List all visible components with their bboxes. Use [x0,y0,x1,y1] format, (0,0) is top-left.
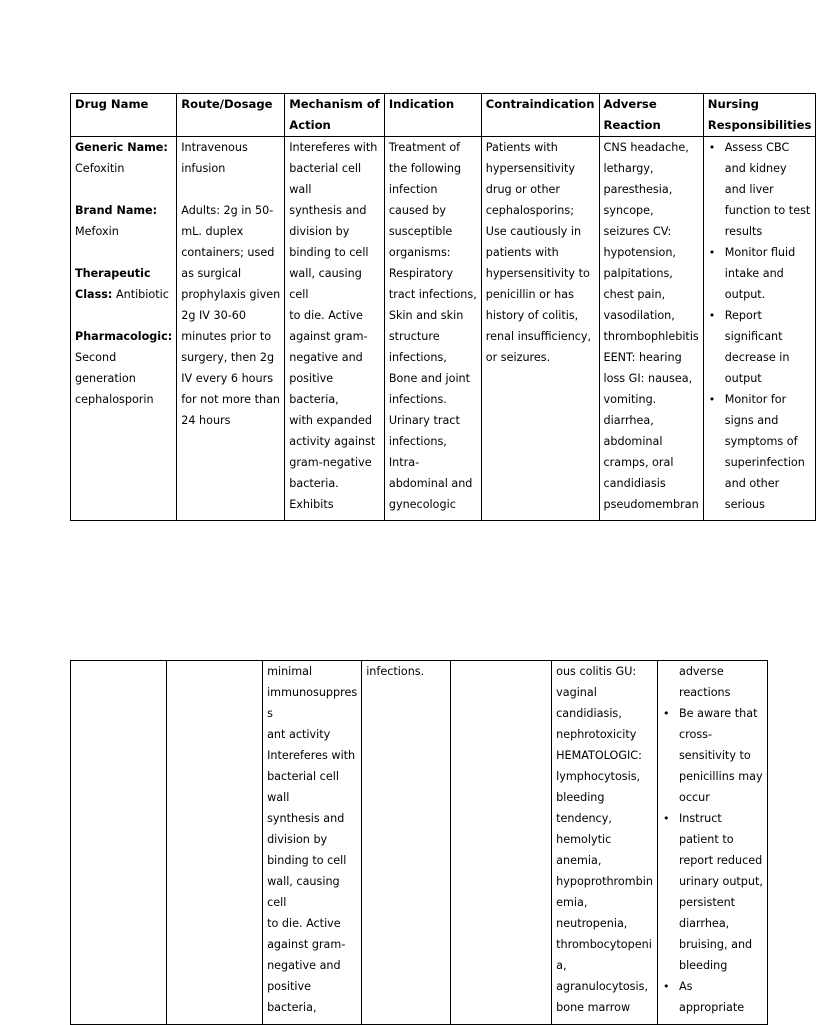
header-adverse-reaction [599,94,703,137]
text-line: • Report [724,309,762,322]
header-text: Mechanism of [289,97,380,111]
header-route-dosage: Route/Dosage [177,94,285,137]
text-line: to die. Active [289,309,363,322]
text-line: Skin and skin [388,309,464,322]
text-line: hypoprothrombin [556,875,653,888]
text-line: • Be aware that [678,707,758,720]
text-line: gram-negative [289,456,372,469]
text-line: 2g IV 30-60 [181,309,247,322]
text-line: bacteria, [289,393,339,406]
dosage-text [181,200,280,431]
text-line: penicillin or has [485,288,574,301]
text-line: • As [678,980,693,993]
text-line: diarrhea, [603,414,654,427]
text-line: intake and [724,267,784,280]
indication-cell [384,137,481,521]
text-line: Intereferes with [289,141,378,154]
text-line: palpitations, [603,267,673,280]
text-line: bleeding [678,959,728,972]
brand-name-label: Brand Name: [75,204,158,217]
text-line: significant [724,330,783,343]
text-line: and other [724,477,780,490]
header-nursing-responsibilities [703,94,816,137]
text-line: infections, [388,435,447,448]
text-line: output. [724,288,766,301]
text-line: minutes prior to [181,330,272,343]
text-line: • Monitor fluid [724,246,796,259]
text-line: Exhibits [289,498,334,511]
header-text: Responsibilities [707,118,812,132]
text-line: organisms: [388,246,451,259]
text-line: cell [289,288,309,301]
pharmacologic-line: Second [75,351,117,364]
class-label: Class: [75,288,113,301]
mechanism-text [289,137,380,515]
adverse-reaction-cell [599,137,703,521]
text-line: infections. [366,665,425,678]
text-line: caused by [388,204,447,217]
text-line: ant activity [267,728,331,741]
text-line: and liver [724,183,774,196]
text-line: penicillins may [678,770,763,783]
table-row [71,137,816,521]
text-line: bruising, and [678,938,753,951]
drug-name-cell [71,661,167,1025]
text-line: hypotension, [603,246,676,259]
drug-table-page-1 [70,93,816,521]
list-item [708,137,812,242]
text-line: binding to cell [267,854,347,867]
text-line: structure [388,330,440,343]
text-line: binding to cell [289,246,369,259]
text-line: chest pain, [603,288,666,301]
list-item [708,242,812,305]
text-line: output [724,372,762,385]
nursing-continued-text [662,661,763,703]
text-line: diarrhea, [678,917,730,930]
route-text [181,137,280,179]
text-line: urinary output, [678,875,763,888]
text-line: negative and [267,959,341,972]
pharmacologic-line: cephalosporin [75,393,154,406]
text-line: Intravenous [181,141,248,154]
nursing-cell [657,661,767,1025]
therapeutic-class-value: Antibiotic [112,288,169,301]
text-line: bone marrow [556,1001,631,1014]
text-line: patients with [485,246,559,259]
text-line: abdominal and [388,477,473,490]
text-line: bacterial cell [289,162,362,175]
contraindication-cell [451,661,552,1025]
text-line: thrombocytopeni [556,938,652,951]
text-line: drug or other [485,183,561,196]
generic-name-value: Cefoxitin [75,162,125,175]
text-line: mL. duplex [181,225,244,238]
text-line: Adults: 2g in 50- [181,204,274,217]
text-line: against gram- [289,330,368,343]
contraindication-text [486,137,595,368]
text-line: tract infections, [388,288,477,301]
text-line: Use cautiously in [485,225,582,238]
text-line: sensitivity to [678,749,751,762]
list-item [662,976,763,1018]
text-line: bacterial cell [267,770,339,783]
text-line: Treatment of [388,141,461,154]
text-line: synthesis and [289,204,367,217]
pharmacologic-label: Pharmacologic: [75,330,173,343]
header-row [71,94,816,137]
text-line: tendency, [556,812,612,825]
text-line: as surgical [181,267,242,280]
text-line: to die. Active [267,917,341,930]
nursing-list [708,137,812,515]
text-line: lethargy, [603,162,654,175]
text-line: negative and [289,351,363,364]
text-line: positive [267,980,311,993]
text-line: Bone and joint [388,372,471,385]
text-line: paresthesia, [603,183,673,196]
text-line: function to test [724,204,811,217]
list-item [708,305,812,389]
text-line: thrombophlebitis [603,330,699,343]
mechanism-cell [285,137,385,521]
text-line: hemolytic [556,833,612,846]
text-line: for not more than [181,393,281,406]
route-dosage-cell [177,137,285,521]
text-line: prophylaxis given [181,288,281,301]
mechanism-cell [263,661,362,1025]
text-line: candidiasis, [556,707,622,720]
therapeutic-label: Therapeutic [75,267,151,280]
text-line: renal insufficiency, [485,330,592,343]
text-line: report reduced [678,854,763,867]
text-line: the following [388,162,462,175]
header-text: Nursing [707,97,759,111]
header-drug-name: Drug Name [71,94,177,137]
text-line: serious [724,498,765,511]
header-mechanism [285,94,385,137]
text-line: 24 hours [181,414,231,427]
text-line: appropriate [678,1001,745,1014]
text-line: emia, [556,896,588,909]
header-contraindication: Contraindication [481,94,599,137]
text-line: IV every 6 hours [181,372,274,385]
drug-name-cell [71,137,177,521]
indication-cell [362,661,451,1025]
text-line: surgery, then 2g [181,351,275,364]
text-line: vaginal [556,686,597,699]
indication-text [366,661,446,682]
therapeutic-class [75,284,172,305]
text-line: cramps, oral [603,456,674,469]
header-text: Adverse [603,97,657,111]
text-line: minimal [267,665,313,678]
text-line: cell [267,896,287,909]
text-line: gynecologic [388,498,456,511]
text-line: immunosuppres [267,686,358,699]
text-line: ous colitis GU: [556,665,637,678]
text-line: seizures CV: [603,225,672,238]
header-text: Reaction [603,118,661,132]
text-line: susceptible [388,225,453,238]
text-line: vasodilation, [603,309,675,322]
adverse-text [556,661,653,1018]
text-line: pseudomembran [603,498,699,511]
text-line: Patients with [485,141,558,154]
text-line: infusion [181,162,226,175]
text-line: Intereferes with [267,749,356,762]
text-line: bleeding [556,791,605,804]
text-line: wall [267,791,290,804]
text-line: or seizures. [485,351,551,364]
text-line: infections. [388,393,447,406]
text-line: cross- [678,728,713,741]
text-line: results [724,225,763,238]
text-line: EENT: hearing [603,351,682,364]
text-line: and kidney [724,162,787,175]
header-indication: Indication [384,94,481,137]
text-line: occur [678,791,710,804]
text-line: bacteria, [267,1001,317,1014]
text-line: activity against [289,435,376,448]
nursing-cell [703,137,816,521]
text-line: positive [289,372,334,385]
text-line: a, [556,959,567,972]
text-line: containers; used [181,246,275,259]
text-line: candidiasis [603,477,666,490]
text-line: anemia, [556,854,602,867]
text-line: synthesis and [267,812,345,825]
text-line: Urinary tract [388,414,460,427]
text-line: wall [289,183,312,196]
text-line: signs and [724,414,779,427]
text-line: superinfection [724,456,805,469]
text-line: s [267,707,273,720]
text-line: wall, causing [289,267,362,280]
text-line: Respiratory [388,267,453,280]
text-line: • Assess CBC [724,141,790,154]
table-row [71,661,768,1025]
contraindication-cell [481,137,599,521]
text-line: adverse [678,665,724,678]
text-line: patient to [678,833,734,846]
text-line: decrease in [724,351,790,364]
text-line: agranulocytosis, [556,980,648,993]
text-line: reactions [678,686,731,699]
text-line: HEMATOLOGIC: [556,749,642,762]
list-item [708,389,812,515]
text-line: nephrotoxicity [556,728,637,741]
text-line: bacteria. [289,477,339,490]
text-line: wall, causing [267,875,340,888]
brand-name-value: Mefoxin [75,225,119,238]
nursing-list [662,703,763,1018]
mechanism-text [267,661,357,1018]
drug-table-page-2 [70,660,768,1025]
adverse-reaction-cell [552,661,658,1025]
text-line: cephalosporins; [485,204,574,217]
text-line: against gram- [267,938,346,951]
text-line: Intra- [388,456,420,469]
text-line: division by [289,225,350,238]
text-line: history of colitis, [485,309,579,322]
adverse-text [604,137,699,515]
text-line: division by [267,833,328,846]
indication-text [389,137,477,515]
route-dosage-cell [166,661,263,1025]
list-item [662,808,763,976]
text-line: neutropenia, [556,917,628,930]
text-line: • Monitor for [724,393,787,406]
generic-name-label: Generic Name: [75,141,168,154]
text-line: abdominal [603,435,663,448]
text-line: symptoms of [724,435,798,448]
pharmacologic-line: generation [75,372,136,385]
text-line: persistent [678,896,736,909]
header-text: Action [289,118,331,132]
text-line: lymphocytosis, [556,770,641,783]
text-line: with expanded [289,414,372,427]
text-line: vomiting. [603,393,657,406]
text-line: infection [388,183,438,196]
text-line: infections, [388,351,447,364]
list-item [662,703,763,808]
text-line: syncope, [603,204,654,217]
text-line: • Instruct [678,812,722,825]
text-line: hypersensitivity to [485,267,590,280]
text-line: hypersensitivity [485,162,576,175]
text-line: CNS headache, [603,141,689,154]
text-line: loss GI: nausea, [603,372,693,385]
